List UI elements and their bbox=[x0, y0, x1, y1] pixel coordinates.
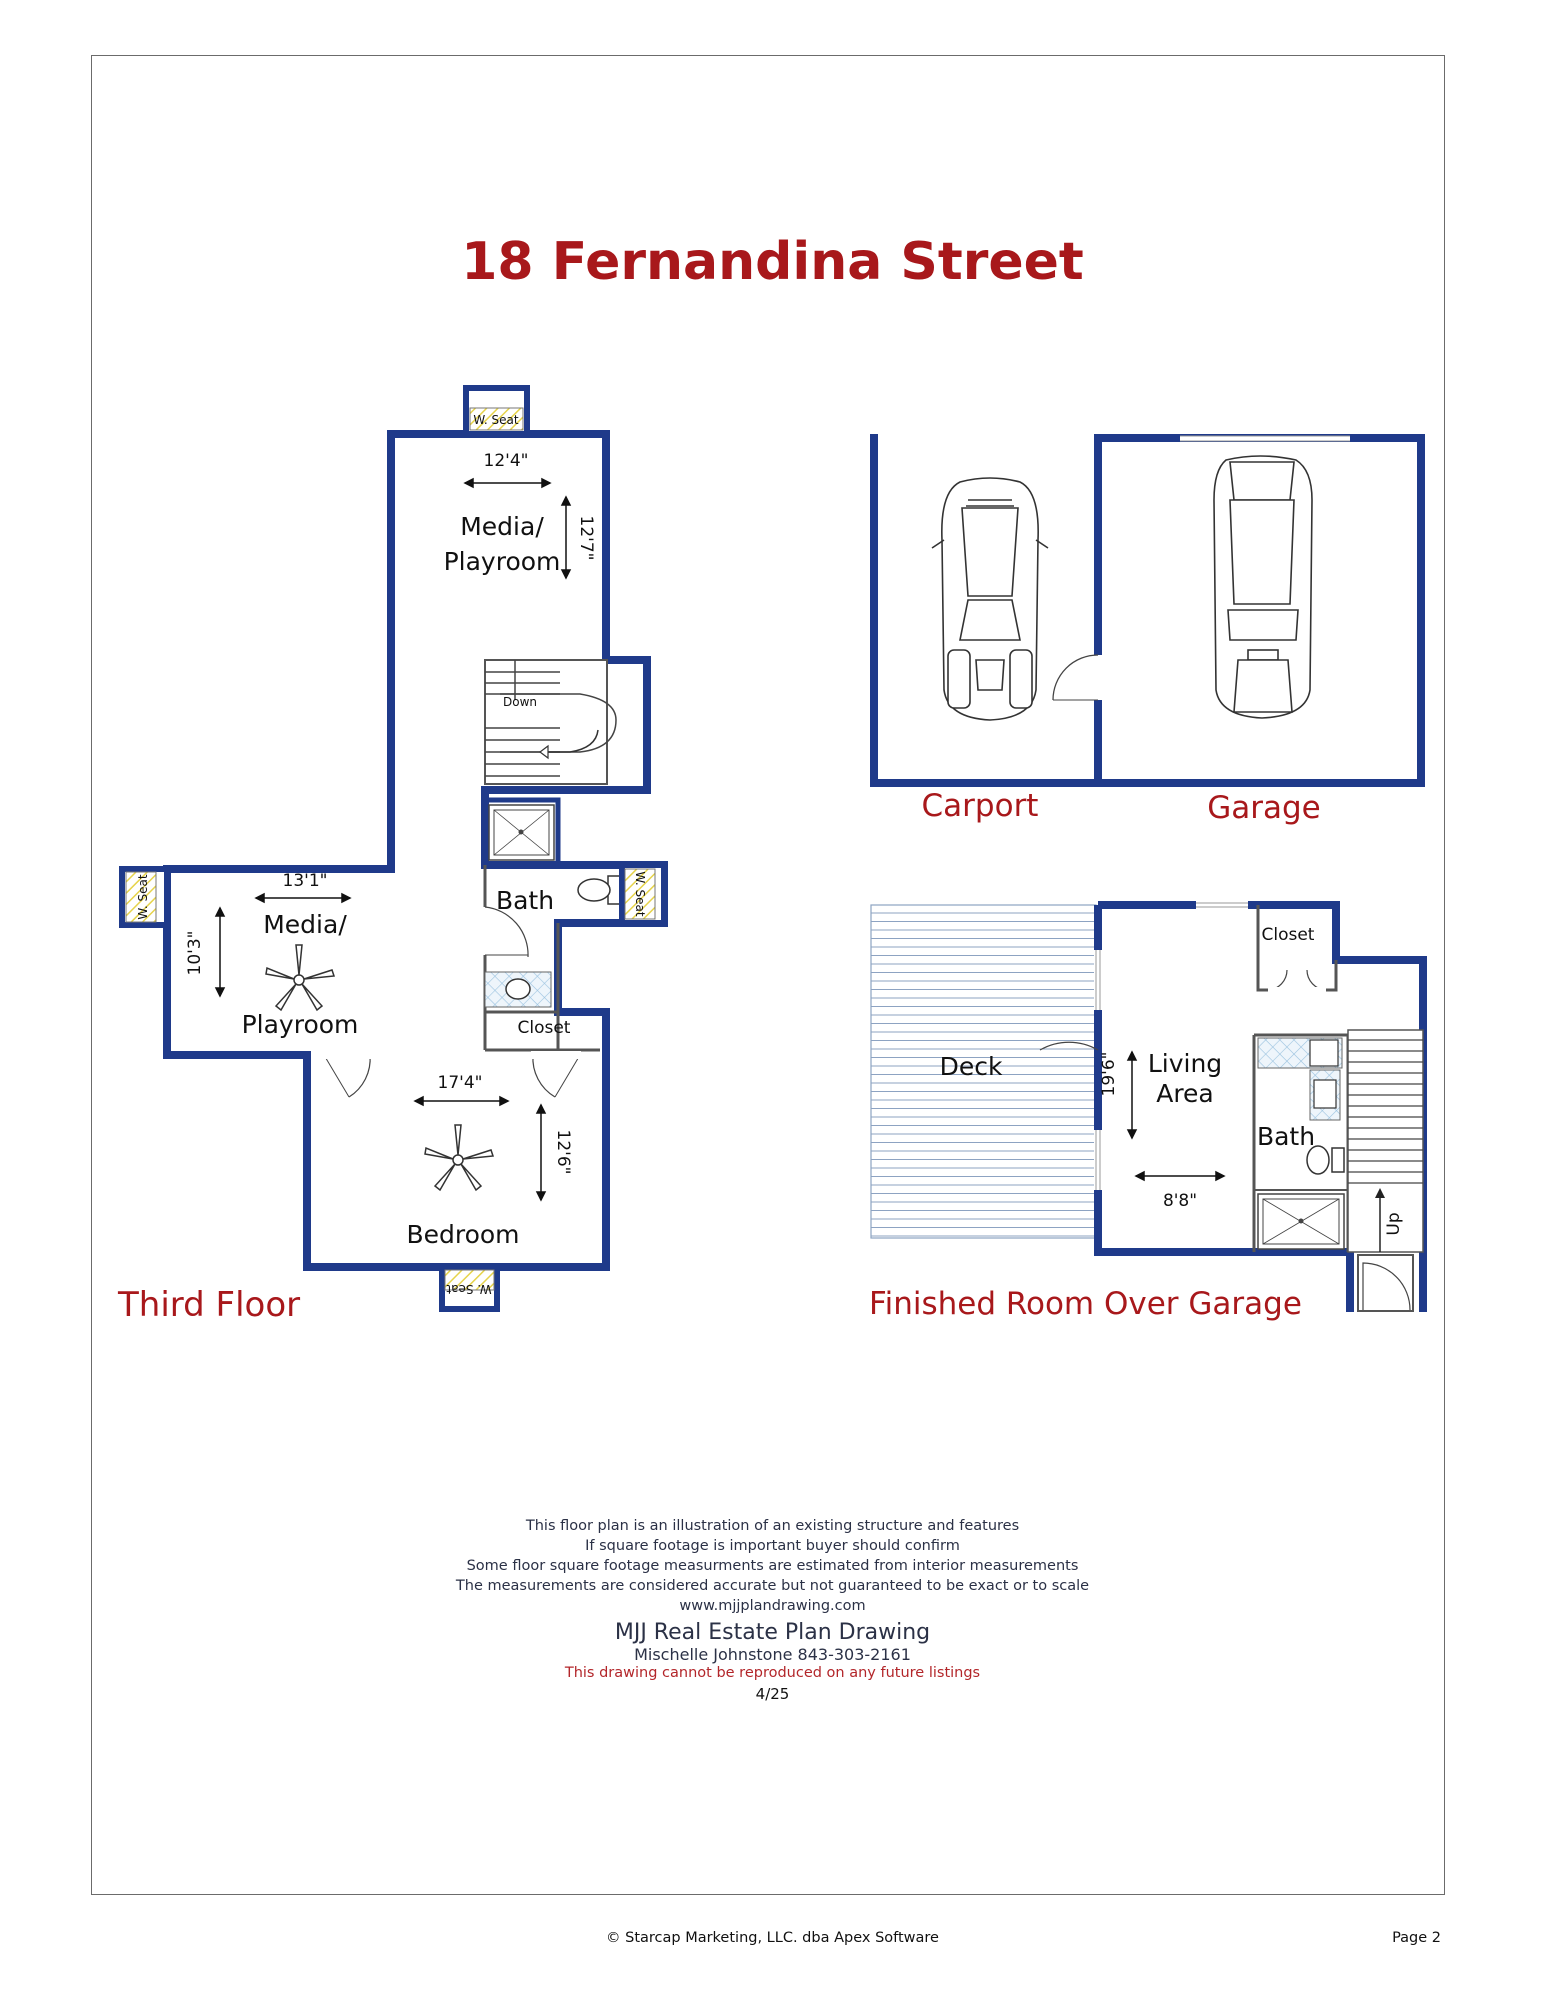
living-width: 8'8" bbox=[1162, 1191, 1198, 1211]
garage-label: Garage bbox=[1207, 790, 1321, 826]
media-top-label-1: Media/ bbox=[460, 512, 544, 541]
stairs-down-label: Down bbox=[502, 695, 538, 709]
over-garage-label: Finished Room Over Garage bbox=[869, 1286, 1302, 1322]
over-garage-closet-label: Closet bbox=[1261, 925, 1315, 945]
living-label-2: Area bbox=[1156, 1079, 1214, 1108]
media-top-length: 12'7" bbox=[576, 515, 596, 561]
svg-text:W. Seat: W. Seat bbox=[473, 413, 519, 427]
media-left-label-2: Playroom bbox=[241, 1010, 359, 1039]
media-top-width: 12'4" bbox=[483, 451, 529, 471]
window-seat-left bbox=[122, 869, 167, 925]
window-seat-bottom bbox=[442, 1267, 497, 1309]
car-icon bbox=[932, 478, 1048, 720]
bedroom-length: 12'6" bbox=[553, 1129, 573, 1175]
media-left-width: 13'1" bbox=[282, 871, 328, 891]
carport-garage-plan bbox=[874, 434, 1421, 826]
contact: Mischelle Johnstone 843-303-2161 bbox=[634, 1645, 911, 1664]
note-line-2: If square footage is important buyer should confirm bbox=[585, 1538, 960, 1554]
svg-text:W. Seat: W. Seat bbox=[633, 871, 647, 917]
bedroom-label: Bedroom bbox=[406, 1220, 520, 1249]
disclaimer-block bbox=[0, 1516, 1545, 1706]
closet-label: Closet bbox=[517, 1018, 571, 1038]
website: www.mjjplandrawing.com bbox=[679, 1598, 866, 1614]
page-title: 18 Fernandina Street bbox=[461, 232, 1084, 292]
svg-text:W. Seat: W. Seat bbox=[136, 874, 150, 920]
bath-label: Bath bbox=[495, 886, 555, 915]
svg-text:W. Seat: W. Seat bbox=[446, 1282, 492, 1296]
living-length: 19'6" bbox=[1099, 1051, 1119, 1097]
note-line-4: The measurements are considered accurate but not guaranteed to be exact or to scale bbox=[455, 1578, 1090, 1594]
company-name: MJJ Real Estate Plan Drawing bbox=[614, 1620, 931, 1645]
media-left-length: 10'3" bbox=[185, 930, 205, 976]
door-swing-icon bbox=[349, 1055, 370, 1097]
window-seat-top bbox=[466, 388, 527, 434]
living-label-1: Living bbox=[1147, 1049, 1223, 1078]
drawing-date: 4/25 bbox=[755, 1685, 790, 1703]
ceiling-fan-icon bbox=[425, 1125, 493, 1190]
over-garage-bath-label: Bath bbox=[1256, 1122, 1316, 1151]
sink-icon bbox=[1314, 1080, 1336, 1108]
deck-label: Deck bbox=[939, 1052, 1003, 1081]
sink-icon bbox=[1310, 1040, 1338, 1066]
note-line-1: This floor plan is an illustration of an existing structure and features bbox=[525, 1518, 1020, 1534]
note-line-3: Some floor square footage measurments are estimated from interior measurements bbox=[466, 1558, 1079, 1574]
car-icon bbox=[1214, 456, 1312, 718]
page-number: Page 2 bbox=[1392, 1930, 1441, 1946]
room-over-garage-plan bbox=[869, 901, 1423, 1322]
stairs-up-label: Up bbox=[1384, 1212, 1404, 1236]
toilet-icon bbox=[578, 876, 622, 904]
third-floor-plan bbox=[117, 388, 664, 1325]
media-top-label-2: Playroom bbox=[443, 547, 561, 576]
ceiling-fan-icon bbox=[266, 945, 334, 1010]
window-seat-right bbox=[622, 865, 664, 923]
reproduction-warning: This drawing cannot be reproduced on any future listings bbox=[564, 1665, 981, 1681]
copyright: © Starcap Marketing, LLC. dba Apex Software bbox=[606, 1930, 939, 1946]
sink-icon bbox=[506, 979, 530, 999]
media-left-label-1: Media/ bbox=[263, 910, 347, 939]
carport-label: Carport bbox=[921, 788, 1039, 824]
third-floor-label: Third Floor bbox=[118, 1285, 301, 1325]
bedroom-width: 17'4" bbox=[437, 1073, 483, 1093]
